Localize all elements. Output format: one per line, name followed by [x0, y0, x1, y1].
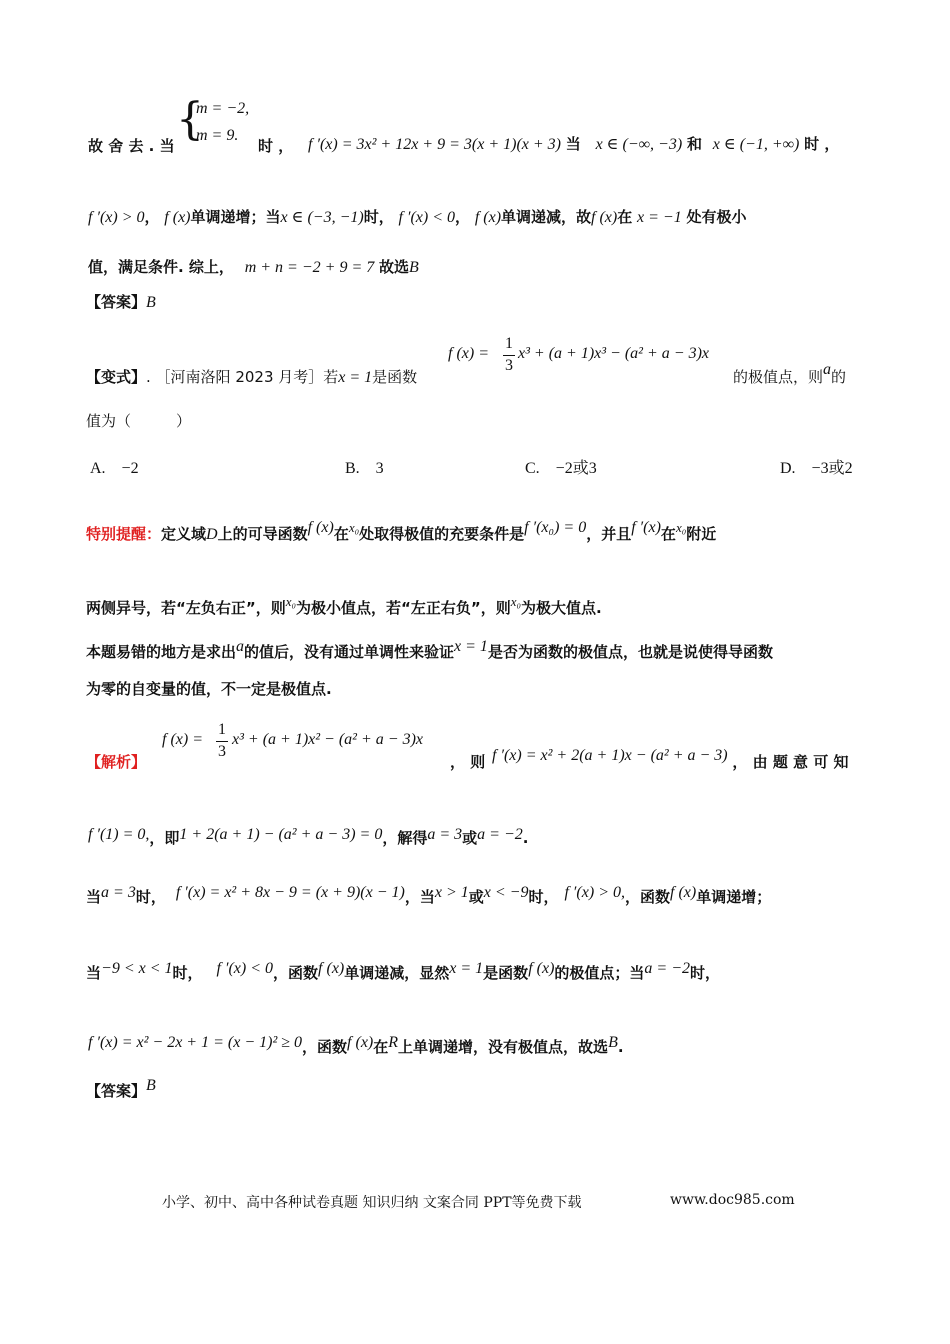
math: R: [388, 1034, 399, 1051]
answer-value: B: [146, 294, 156, 311]
text: ，: [144, 208, 160, 226]
text: 时，: [528, 888, 559, 906]
text: .: [522, 829, 529, 847]
option-d: D. −3或2: [780, 460, 853, 477]
solution-func-rhs: x³ + (a + 1)x² − (a² + a − 3)x: [232, 731, 423, 748]
math: x ∈ (−3, −1): [280, 209, 364, 226]
system-brace: {: [176, 94, 204, 145]
text: 和: [686, 135, 702, 153]
text: 处取得极值的充要条件是: [359, 525, 525, 543]
tip-label: 特别提醒：: [86, 525, 162, 543]
text: ，函数: [624, 888, 670, 906]
option-b: B. 3: [345, 460, 384, 477]
math: x₀: [675, 520, 687, 535]
math: x₀: [510, 594, 522, 609]
text: 是函数: [372, 368, 418, 386]
text: 或: [468, 888, 484, 906]
math: B: [409, 259, 419, 276]
solution-label-line: [86, 751, 146, 772]
text: 时 ，: [804, 135, 840, 153]
answer-label: 【答案】: [86, 293, 147, 311]
math: f ′(x) = x² − 2x + 1 = (x − 1)² ≥ 0: [88, 1034, 303, 1051]
math-interval: x ∈ (−1, +∞): [712, 136, 800, 153]
math: x = 1: [449, 960, 484, 977]
frac-num: 1: [218, 721, 226, 738]
footer-url[interactable]: www.doc985.com: [670, 1192, 795, 1208]
text: 单调递减，显然: [344, 964, 450, 982]
tip-line2: [86, 594, 602, 618]
text: ，函数: [302, 1038, 348, 1056]
text: ，函数: [273, 964, 319, 982]
variant-line1: [86, 366, 417, 387]
text: 值为（ ）: [86, 412, 192, 430]
math: −9 < x < 1: [101, 960, 173, 977]
text: 当: [565, 135, 581, 153]
math: f (x): [347, 1034, 374, 1051]
text: ， 由 题 意 可 知: [732, 753, 849, 771]
text: 上的可导函数: [217, 525, 308, 543]
solution-line3: [86, 886, 771, 907]
para3: [88, 256, 419, 277]
math: B: [608, 1034, 618, 1051]
text: 附近: [686, 525, 717, 543]
solution-line4: [86, 962, 720, 983]
answer-label: 【答案】: [86, 1082, 147, 1100]
text: 当: [86, 888, 102, 906]
math: f ′(x) < 0: [216, 960, 274, 977]
math: f ′(x): [631, 519, 661, 536]
text: ，当: [404, 888, 435, 906]
text: 为零的自变量的值，不一定是极值点.: [86, 680, 332, 698]
math: f ′(x₀) = 0: [524, 519, 587, 536]
text: . ［河南洛阳 2023 月考］若: [146, 368, 339, 386]
note-line1: [86, 638, 773, 662]
text: 单调递增；当: [190, 208, 281, 226]
math: m + n = −2 + 9 = 7: [244, 259, 375, 276]
para1-line1b: [258, 135, 293, 156]
tip-line1: [86, 519, 717, 544]
frac-bar: [503, 355, 515, 356]
math-derivative: f ′(x) = 3x² + 12x + 9 = 3(x + 1)(x + 3): [308, 136, 561, 153]
math: x₀: [348, 520, 360, 535]
text: 时，: [690, 964, 721, 982]
math: f ′(x) > 0: [88, 209, 145, 226]
math: a = 3: [427, 826, 463, 843]
frac-bar: [216, 741, 228, 742]
solution-line2: [88, 827, 528, 848]
footer-text: 小学、初中、高中各种试卷真题 知识归纳 文案合同 PPT等免费下载: [162, 1195, 582, 1211]
text: .: [617, 1038, 624, 1056]
text: 在: [373, 1038, 389, 1056]
solution-label: 【解析】: [86, 753, 147, 771]
math: f (x): [307, 519, 334, 536]
variant-func-lhs: f (x) =: [448, 345, 489, 362]
text: 在: [617, 208, 633, 226]
para2: [88, 206, 747, 227]
math: f (x): [318, 960, 345, 977]
text: ，: [455, 208, 471, 226]
variant-line1-end: [733, 361, 847, 387]
text: ，即: [149, 829, 180, 847]
text: 时 ，: [258, 137, 294, 155]
math-interval: x ∈ (−∞, −3): [595, 136, 683, 153]
text: ， 则: [450, 753, 486, 771]
text: 故 舍 去 . 当: [88, 137, 175, 155]
solution-line1: [450, 747, 849, 772]
math: x = 1: [454, 638, 488, 655]
text: ，解得: [382, 829, 428, 847]
text: 故选: [379, 258, 410, 276]
solution-line5: [88, 1036, 624, 1057]
text: 单调递减，故: [501, 208, 592, 226]
math: x < −9: [483, 884, 529, 901]
text: 的极值点；当: [554, 964, 645, 982]
system-eq-2: m = 9.: [196, 127, 239, 144]
math: x = −1: [637, 209, 682, 226]
math: f ′(x) > 0,: [564, 884, 625, 901]
text: 值，满足条件. 综上，: [88, 258, 234, 276]
text: 或: [462, 829, 478, 847]
text: 单调递增；: [696, 888, 772, 906]
frac-num: 1: [505, 335, 513, 352]
text: 在: [660, 525, 676, 543]
answer-value: B: [146, 1077, 156, 1094]
math: x = 1: [338, 369, 373, 386]
text: 为极小值点，若“左正右负”，则: [296, 599, 511, 617]
text: 在: [333, 525, 349, 543]
math: a = −2: [477, 826, 523, 843]
text: 的: [831, 368, 847, 386]
variant-line2: [86, 410, 191, 431]
note-line2: [86, 678, 332, 699]
text: 是否为函数的极值点，也就是说使得导函数: [487, 643, 773, 661]
text: 两侧异号，若“左负右正”，则: [86, 599, 286, 617]
text: 的极值点，则: [733, 368, 824, 386]
text: 是函数: [483, 964, 529, 982]
option-c: C. −2或3: [525, 460, 597, 477]
system-eq-1: m = −2,: [196, 100, 250, 117]
text: 定义域: [161, 525, 207, 543]
math: 1 + 2(a + 1) − (a² + a − 3) = 0: [179, 826, 383, 843]
solution-func-lhs: f (x) =: [162, 731, 203, 748]
answer-1: [86, 291, 156, 312]
frac-den: 3: [505, 357, 513, 374]
text: 时，: [363, 208, 394, 226]
variant-func-rhs: x³ + (a + 1)x³ − (a² + a − 3)x: [518, 345, 709, 362]
math: f ′(x) < 0: [398, 209, 456, 226]
text: 上单调递增，没有极值点，故选: [398, 1038, 609, 1056]
math: x > 1: [434, 884, 469, 901]
text: 处有极小: [686, 208, 747, 226]
text: 的值后，没有通过单调性来验证: [244, 643, 455, 661]
text: 时，: [135, 888, 166, 906]
para1-line1: [88, 135, 175, 156]
math: a = 3: [101, 884, 136, 901]
para1-line1c: [308, 133, 839, 154]
text: 为极大值点.: [521, 599, 602, 617]
math: f (x): [528, 960, 555, 977]
math: D: [206, 526, 218, 543]
math: f ′(x) = x² + 2(a + 1)x − (a² + a − 3): [492, 747, 728, 764]
frac-den: 3: [218, 743, 226, 760]
text: ，并且: [586, 525, 632, 543]
answer-2: [86, 1077, 156, 1101]
math: f (x): [591, 209, 618, 226]
text: 本题易错的地方是求出: [86, 643, 237, 661]
math: f (x): [164, 209, 191, 226]
math: a = −2: [644, 960, 690, 977]
math: a: [823, 361, 832, 378]
math: x₀: [285, 594, 297, 609]
math: f (x): [670, 884, 697, 901]
text: 当: [86, 964, 102, 982]
math: f ′(x) = x² + 8x − 9 = (x + 9)(x − 1): [175, 884, 405, 901]
math: a: [236, 638, 245, 655]
text: 时，: [172, 964, 203, 982]
variant-label: 【变式】: [86, 368, 147, 386]
option-a: A. −2: [90, 460, 139, 477]
math: f ′(1) = 0,: [88, 826, 150, 843]
math: f (x): [474, 209, 502, 226]
